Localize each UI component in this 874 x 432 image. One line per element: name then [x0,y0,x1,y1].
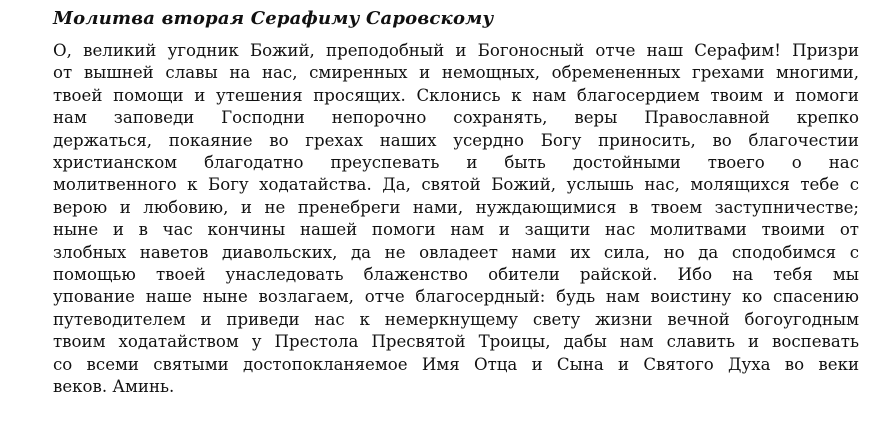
prayer-line: злобных наветов диавольских, да не овладеет нами их сила, но да сподобимся с [53,242,859,262]
prayer-line: твоей помощи и утешения просящих. Склонись к нам благосердием твоим и помоги [53,85,859,105]
prayer-line: твоим ходатайством у Престола Пресвятой Троицы, дабы нам славить и воспевать [53,332,859,352]
prayer-line: веков. Аминь. [53,377,175,397]
prayer-line: помощью твоей унаследовать блаженство обители райской. Ибо на тебя мы [53,265,859,285]
prayer-line: молитвенного к Богу ходатайства. Да, святой Божий, услышь нас, молящихся тебе с [53,175,859,195]
prayer-title: Молитва вторая Серафиму Саровскому [53,8,494,29]
prayer-line: путеводителем и приведи нас к немеркнущему свету жизни вечной богоугодным [53,309,859,329]
prayer-line: упование наше ныне возлагаем, отче благосердный: будь нам воистину ко спасению [53,287,859,307]
prayer-line: нам заповеди Господни непорочно сохранять, веры Православной крепко [53,108,859,128]
prayer-line: держаться, покаяние во грехах наших усердно Богу приносить, во благочестии [53,130,859,150]
prayer-line: христианском благодатно преуспевать и быть достойными твоего о нас [53,153,859,173]
prayer-line: со всеми святыми достопокланяемое Имя Отца и Сына и Святого Духа во веки [53,354,859,374]
prayer-line: от вышней славы на нас, смиренных и немощных, обремененных грехами многими, [53,63,859,83]
prayer-line: верою и любовию, и не пренебреги нами, нуждающимися в твоем заступничестве; [53,197,859,217]
prayer-line: О, великий угодник Божий, преподобный и Богоносный отче наш Серафим! Призри [53,41,859,60]
prayer-line: ныне и в час кончины нашей помоги нам и защити нас молитвами твоими от [53,220,859,240]
prayer-text [53,40,858,399]
